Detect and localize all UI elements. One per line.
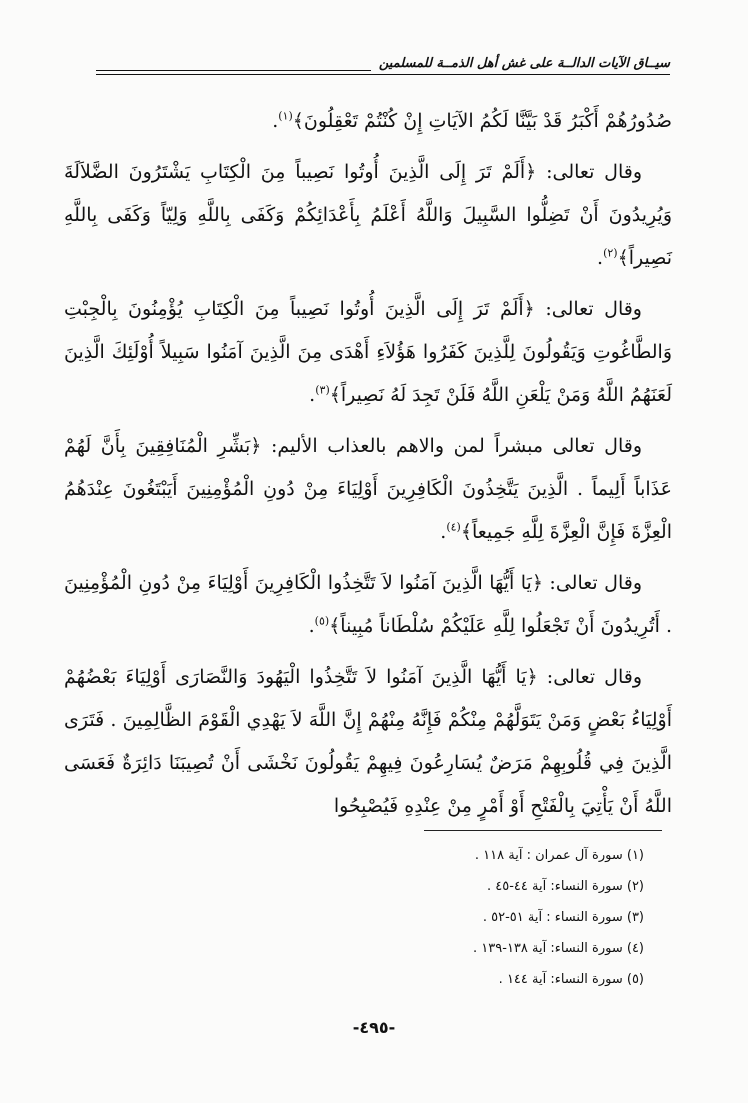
paragraph-1-text: صُدُورُهُمْ أَكْبَرُ قَدْ بَيَّنَّا لَكُمُ الآيَاتِ إِنْ كُنْتُمْ تَعْقِلُونَ﴾: [292, 110, 672, 132]
header-title: سيــاق الآيات الدالــة على غش أهل الذمــة للمسلمين: [371, 56, 670, 71]
footnote-4: (٤) سورة النساء: آية ١٣٨-١٣٩ .: [473, 941, 644, 956]
paragraph-1-tail: .: [272, 110, 279, 132]
paragraph-3: [64, 288, 672, 417]
paragraph-1: [64, 100, 672, 143]
paragraph-4: [64, 425, 672, 554]
main-text: [64, 100, 672, 828]
footnote-ref-3[interactable]: (٣): [315, 383, 330, 397]
footnote-ref-2[interactable]: (٢): [603, 246, 618, 260]
footnotes: [324, 840, 644, 995]
paragraph-5-text: وقال تعالى: ﴿يَا أَيُّهَا الَّذِينَ آمَنُوا لاَ تَتَّخِذُوا الْكَافِرِينَ أَوْلِيَاءَ مِنْ دُونِ الْمُؤْمِنِينَ . أَتُرِيدُونَ أَنْ تَجْعَلُوا لِلَّهِ عَلَيْكُمْ سُلْطَاناً مُبِيناً﴾: [64, 572, 672, 637]
footnote-5: (٥) سورة النساء: آية ١٤٤ .: [498, 972, 644, 987]
footnote-ref-5[interactable]: (٥): [314, 614, 330, 628]
paragraph-5: [64, 562, 672, 648]
footnote-3: (٣) سورة النساء : آية ٥١-٥٢ .: [482, 910, 644, 925]
paragraph-2-tail: .: [597, 247, 604, 269]
paragraph-6: [64, 656, 672, 828]
paragraph-3-tail: .: [309, 384, 316, 406]
paragraph-4-tail: .: [440, 521, 447, 543]
paragraph-4-text: وقال تعالى مبشراً لمن والاهم بالعذاب الأليم: ﴿بَشِّرِ الْمُنَافِقِينَ بِأَنَّ لَهُمْ عَذَاباً أَلِيماً . الَّذِينَ يَتَّخِذُونَ الْكَافِرِينَ أَوْلِيَاءَ مِنْ دُونِ الْمُؤْمِنِينَ أَيَبْتَغُونَ عِنْدَهُمُ الْعِزَّةَ فَإِنَّ الْعِزَّةَ لِلَّهِ جَمِيعاً﴾: [64, 435, 672, 543]
footnote-1: (١) سورة آل عمران : آية ١١٨ .: [474, 848, 644, 863]
paragraph-5-tail: .: [308, 615, 315, 637]
footnote-ref-1[interactable]: (١): [278, 109, 293, 123]
paragraph-2-text: وقال تعالى: ﴿أَلَمْ تَرَ إِلَى الَّذِينَ أُوتُوا نَصِيباً مِنَ الْكِتَابِ يَشْتَرُونَ الضَّلاَلَةَ وَيُرِيدُونَ أَنْ تَضِلُّوا السَّبِيلَ وَاللَّهُ أَعْلَمُ بِأَعْدَائِكُمْ وَكَفَى بِاللَّهِ وَلِيّاً وَكَفَى بِاللَّهِ نَصِيراً﴾: [64, 161, 672, 269]
footnote-2: (٢) سورة النساء: آية ٤٤-٤٥ .: [486, 879, 644, 894]
paragraph-3-text: وقال تعالى: ﴿أَلَمْ تَرَ إِلَى الَّذِينَ أُوتُوا نَصِيباً مِنَ الْكِتَابِ يُؤْمِنُونَ بِالْجِبْتِ وَالطَّاغُوتِ وَيَقُولُونَ لِلَّذِينَ كَفَرُوا هَؤُلاَءِ أَهْدَى مِنَ الَّذِينَ آمَنُوا سَبِيلاً أُوْلَئِكَ الَّذِينَ لَعَنَهُمُ اللَّهُ وَمَنْ يَلْعَنِ اللَّهُ فَلَنْ تَجِدَ لَهُ نَصِيراً﴾: [64, 298, 672, 406]
page-number: -٤٩٥-: [352, 1018, 396, 1037]
footnote-separator: [424, 830, 662, 831]
running-header: [96, 52, 670, 82]
footnote-ref-4[interactable]: (٤): [446, 520, 461, 534]
paragraph-6-text: وقال تعالى: ﴿يَا أَيُّهَا الَّذِينَ آمَنُوا لاَ تَتَّخِذُوا الْيَهُودَ وَالنَّصَارَى أَوْلِيَاءَ بَعْضُهُمْ أَوْلِيَاءُ بَعْضٍ وَمَنْ يَتَوَلَّهُمْ مِنْكُمْ فَإِنَّهُ مِنْهُمْ إِنَّ اللَّهَ لاَ يَهْدِي الْقَوْمَ الظَّالِمِينَ . فَتَرَى الَّذِينَ فِي قُلُوبِهِمْ مَرَضٌ يُسَارِعُونَ فِيهِمْ يَقُولُونَ نَخْشَى أَنْ تُصِيبَنَا دَائِرَةٌ فَعَسَى اللَّهُ أَنْ يَأْتِيَ بِالْفَتْحِ أَوْ أَمْرٍ مِنْ عِنْدِهِ فَيُصْبِحُوا: [64, 666, 672, 817]
paragraph-2: [64, 151, 672, 280]
